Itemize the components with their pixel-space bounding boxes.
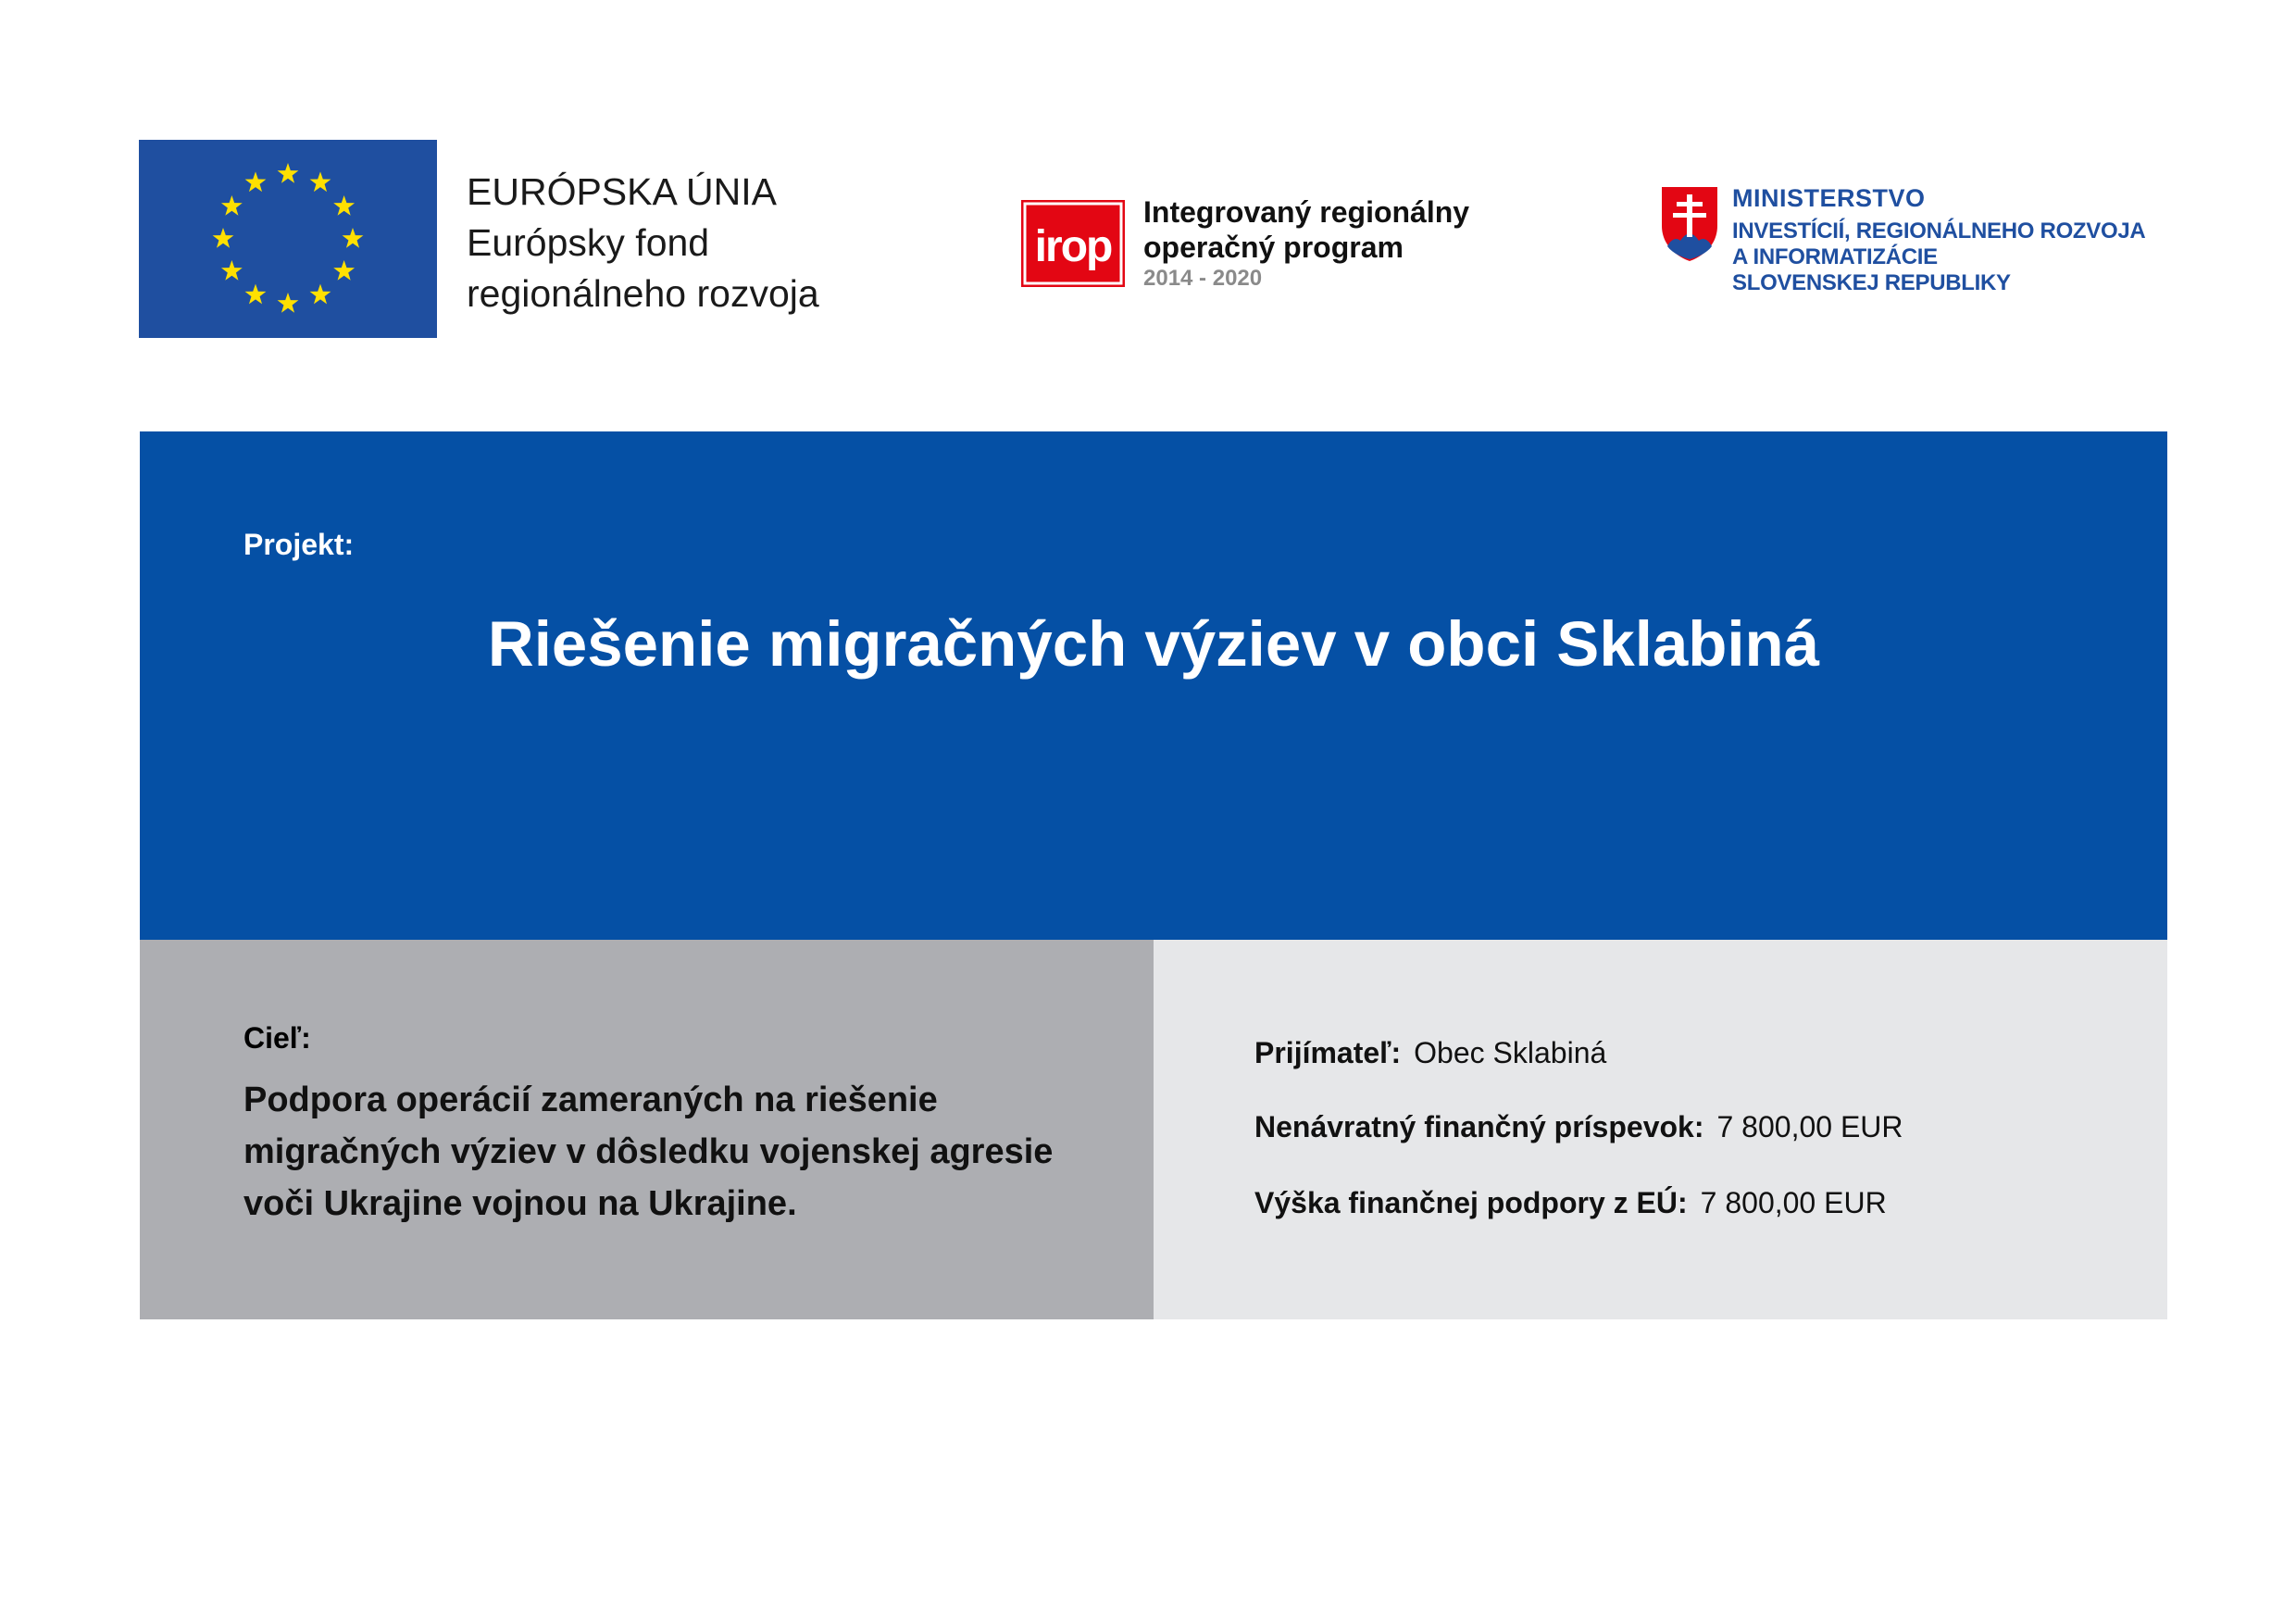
goal-text: Podpora operácií zameraných na riešenie migračných výziev v dôsledku vojenskej agresie voči Ukrajine vojnou na Ukrajine. <box>243 1081 1054 1223</box>
eu-text-block <box>467 167 819 319</box>
eu-stars-icon <box>139 140 437 338</box>
irop-title-line-1: Integrovaný regionálny <box>1143 195 1470 229</box>
irop-years: 2014 - 2020 <box>1143 266 1263 291</box>
goal-label: Cieľ: <box>243 1021 311 1055</box>
eu-support-row <box>1254 1186 1887 1220</box>
irop-title-line-2: operačný program <box>1143 231 1404 264</box>
recipient-value: Obec Sklabiná <box>1414 1036 1607 1069</box>
grant-value: 7 800,00 EUR <box>1716 1110 1903 1143</box>
eu-flag-logo <box>139 140 437 338</box>
recipient-row <box>1254 1036 1606 1070</box>
ministry-text-block <box>1732 183 2145 296</box>
ministry-line-4: SLOVENSKEJ REPUBLIKY <box>1732 270 2011 295</box>
eu-line-2: Európsky fond <box>467 221 710 264</box>
ministry-line-3: A INFORMATIZÁCIE <box>1732 244 1938 269</box>
project-label: Projekt: <box>243 528 355 561</box>
recipient-label: Prijímateľ: <box>1254 1036 1402 1069</box>
slovak-coat-of-arms-icon <box>1660 185 1719 263</box>
ministry-line-2: INVESTÍCIÍ, REGIONÁLNEHO ROZVOJA <box>1732 219 2146 244</box>
irop-logo <box>1021 200 1125 287</box>
grant-row <box>1254 1110 1903 1144</box>
eu-line-3: regionálneho rozvoja <box>467 272 819 315</box>
eu-support-value: 7 800,00 EUR <box>1700 1186 1887 1219</box>
project-title: Riešenie migračných výziev v obci Sklabiná <box>487 608 1820 680</box>
goal-panel <box>140 940 1154 1319</box>
eu-line-1: EURÓPSKA ÚNIA <box>467 170 777 213</box>
grant-label: Nenávratný finančný príspevok: <box>1254 1110 1704 1143</box>
irop-text-block <box>1143 194 1469 293</box>
svg-text:irop: irop <box>1034 222 1112 271</box>
ministry-line-1: MINISTERSTVO <box>1732 184 1926 212</box>
project-panel <box>140 431 2167 940</box>
info-panel <box>1154 940 2167 1319</box>
eu-support-label: Výška finančnej podpory z EÚ: <box>1254 1186 1688 1219</box>
